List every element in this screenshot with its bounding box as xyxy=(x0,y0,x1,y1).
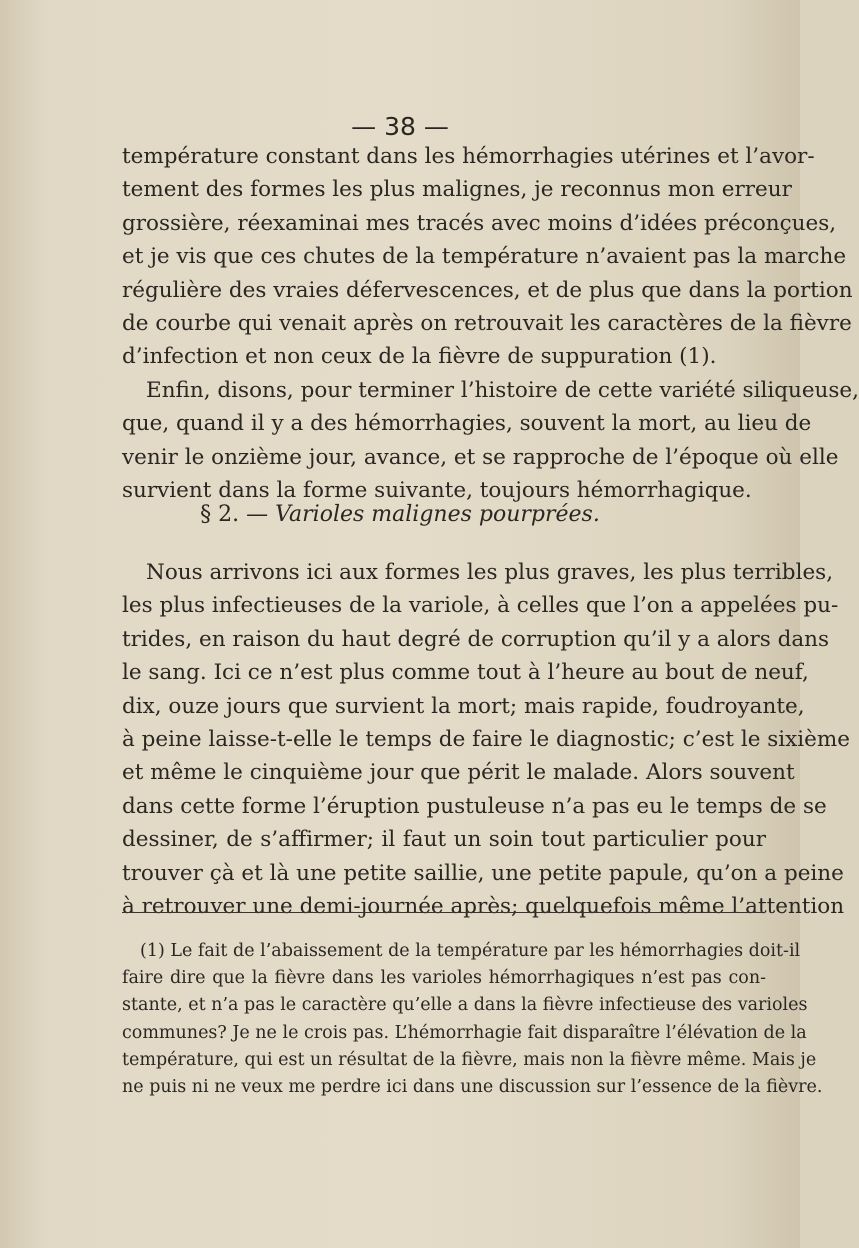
text-line: les plus infectieuses de la variole, à celles que l’on a appelées pu- xyxy=(122,593,839,619)
text-line: le sang. Ici ce n’est plus comme tout à l’heure au bout de neuf, xyxy=(122,660,809,686)
body-text-main xyxy=(122,556,851,923)
text-line: que, quand il y a des hémorrhagies, souvent la mort, au lieu de xyxy=(122,411,812,437)
text-line: Enfin, disons, pour terminer l’histoire de cette variété siliqueuse, xyxy=(146,377,859,403)
footnote-line: température, qui est un résultat de la fièvre, mais non la fièvre même. Mais je xyxy=(122,1049,817,1070)
text-line: dans cette forme l’éruption pustuleuse n’a pas eu le temps de se xyxy=(122,793,827,819)
text-line: trides, en raison du haut degré de corruption qu’il y a alors dans xyxy=(122,626,830,652)
footnote-line: stante, et n’a pas le caractère qu’elle a dans la fièvre infectieuse des varioles xyxy=(122,995,808,1016)
text-line: et je vis que ces chutes de la température n’avaient pas la marche xyxy=(122,244,847,270)
text-line: dessiner, de s’affirmer; il faut un soin tout particulier pour xyxy=(122,827,766,853)
text-line: à peine laisse-t-elle le temps de faire le diagnostic; c’est le sixième xyxy=(122,726,851,752)
text-line: et même le cinquième jour que périt le malade. Alors souvent xyxy=(122,760,795,786)
text-line: température constant dans les hémorrhagies utérines et l’avor- xyxy=(122,144,815,169)
text-line: à retrouver une demi-journée après; quelquefois même l’attention xyxy=(122,893,845,919)
section-number: § 2. — xyxy=(200,502,269,527)
footnote xyxy=(122,938,823,1101)
text-line: Nous arrivons ici aux formes les plus graves, les plus terribles, xyxy=(146,560,834,585)
text-line: tement des formes les plus malignes, je reconnus mon erreur xyxy=(122,177,792,203)
text-line: survient dans la forme suivante, toujours hémorrhagique. xyxy=(122,477,752,503)
footnote-line: communes? Je ne le crois pas. L’hémorrhagie fait disparaître l’élévation de la xyxy=(122,1022,807,1043)
section-title: Varioles malignes pourprées. xyxy=(275,502,600,527)
body-text-top xyxy=(122,140,859,507)
page-number: — 38 — xyxy=(351,112,449,141)
text-line: d’infection et non ceux de la fièvre de suppuration (1). xyxy=(122,344,717,370)
footnote-line: ne puis ni ne veux me perdre ici dans une discussion sur l’essence de la fièvre. xyxy=(122,1076,823,1097)
text-line: venir le onzième jour, avance, et se rapproche de l’époque où elle xyxy=(122,444,839,470)
text-line: de courbe qui venait après on retrouvait les caractères de la fièvre xyxy=(122,310,852,336)
footnote-rule xyxy=(122,912,764,913)
text-line: grossière, réexaminai mes tracés avec moins d’idées préconçues, xyxy=(122,210,837,236)
footnote-line: (1) Le fait de l’abaissement de la température par les hémorrhagies doit-il xyxy=(140,941,801,961)
section-heading xyxy=(0,498,800,532)
paragraph-2 xyxy=(122,374,859,508)
text-line: trouver çà et là une petite saillie, une petite papule, qu’on a peine xyxy=(122,860,844,886)
paragraph-1 xyxy=(122,140,853,374)
footnote-line: faire dire que la fièvre dans les varioles hémorrhagiques n’est pas con- xyxy=(122,968,766,989)
text-line: dix, ouze jours que survient la mort; mais rapide, foudroyante, xyxy=(122,693,805,719)
text-line: régulière des vraies défervescences, et de plus que dans la portion xyxy=(122,277,853,303)
